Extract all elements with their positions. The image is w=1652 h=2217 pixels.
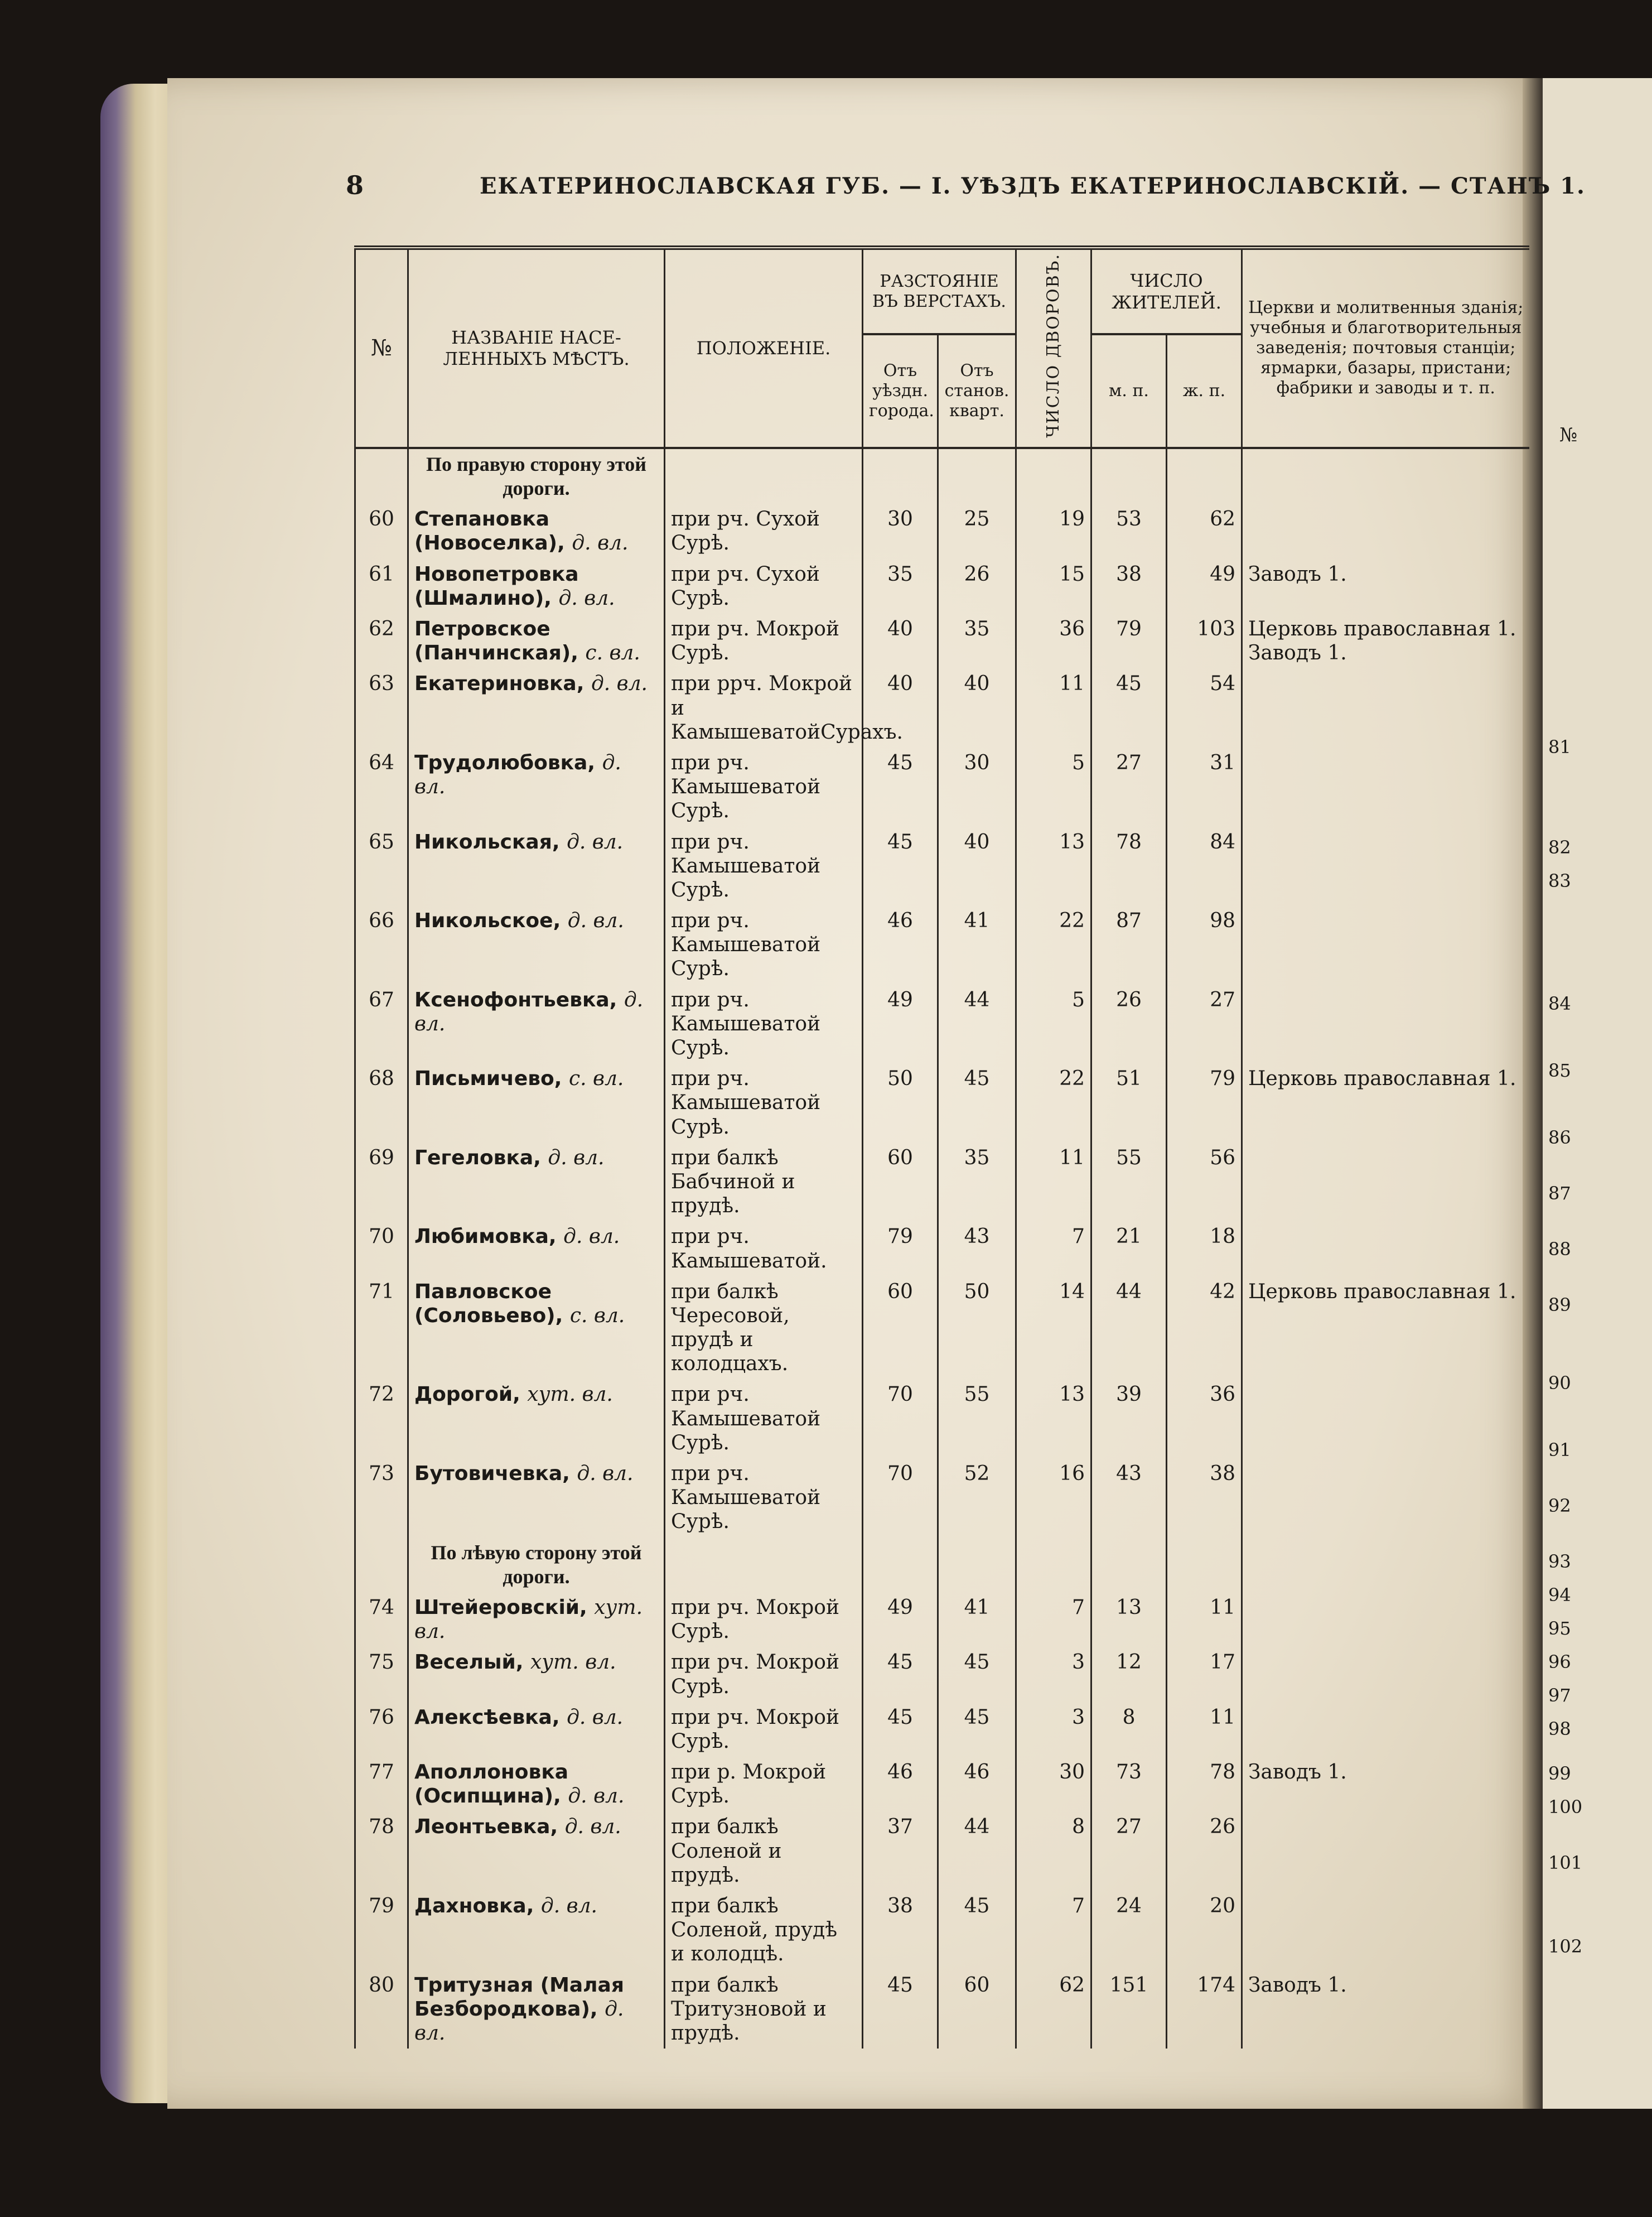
cell-note: Церковь православная 1.: [1242, 1063, 1529, 1143]
table-row: [355, 1757, 1529, 1811]
settlement-kind: д. вл.: [540, 1895, 597, 1918]
cell-dist-city: 40: [863, 668, 938, 748]
cell-male: 73: [1091, 1757, 1167, 1811]
cell-name: [408, 1647, 665, 1702]
cell-position: при рч. Мокрой Сурѣ.: [665, 614, 863, 668]
cell-position: при рч. Камышеватой Сурѣ.: [665, 905, 863, 985]
cell-dist-stan: 44: [938, 1811, 1016, 1891]
cell-dist-stan: 43: [938, 1221, 1016, 1276]
settlement-name: Петровское (Панчинская),: [414, 618, 578, 665]
cell-note: [1242, 504, 1529, 558]
cell-position: при рч. Камышеватой Сурѣ.: [665, 748, 863, 827]
cell-position: при рч. Сухой Сурѣ.: [665, 504, 863, 558]
cell-households: 7: [1016, 1221, 1091, 1276]
cell-name: [408, 559, 665, 614]
cell-households: 3: [1016, 1702, 1091, 1757]
cell-male: 45: [1091, 668, 1167, 748]
cell-num: 77: [355, 1757, 408, 1811]
cell-dist-city: 45: [863, 748, 938, 827]
next-page-row-number: 83: [1548, 870, 1571, 891]
cell-female: 27: [1167, 985, 1242, 1064]
cell-num: 61: [355, 559, 408, 614]
cell-dist-stan: 41: [938, 905, 1016, 985]
cell-name: [408, 1063, 665, 1143]
book-edge: [100, 84, 178, 2103]
settlement-name: Дахновка,: [414, 1895, 534, 1918]
cell-female: 38: [1167, 1458, 1242, 1538]
settlement-kind: д. вл.: [567, 830, 624, 854]
settlement-kind: д. вл.: [572, 532, 629, 555]
next-page-row-number: 91: [1548, 1439, 1571, 1461]
next-page-header: №: [1559, 424, 1578, 446]
cell-dist-city: 45: [863, 1702, 938, 1757]
next-page-row-number: 92: [1548, 1495, 1571, 1516]
col-distance: РАЗСТОЯНІЕ ВЪ ВЕРСТАХЪ.: [863, 248, 1016, 334]
cell-households: 13: [1016, 1379, 1091, 1458]
cell-female: 11: [1167, 1702, 1242, 1757]
cell-name: [408, 668, 665, 748]
settlement-name: Никольское,: [414, 909, 561, 933]
next-page-row-number: 97: [1548, 1685, 1571, 1706]
cell-female: 42: [1167, 1276, 1242, 1380]
col-households: [1016, 248, 1091, 448]
cell-position: при рч. Сухой Сурѣ.: [665, 559, 863, 614]
cell-households: 14: [1016, 1276, 1091, 1380]
cell-dist-stan: 26: [938, 559, 1016, 614]
col-households-label: ЧИСЛО ДВОРОВЪ.: [1044, 253, 1064, 438]
cell-position: при балкѣ Соленой, прудѣ и колодцѣ.: [665, 1891, 863, 1970]
cell-dist-stan: 45: [938, 1647, 1016, 1702]
settlement-kind: хут. вл.: [530, 1651, 616, 1674]
cell-dist-stan: 35: [938, 614, 1016, 668]
cell-female: 98: [1167, 905, 1242, 985]
cell-female: 31: [1167, 748, 1242, 827]
section-row-left: [355, 1538, 1529, 1592]
cell-dist-stan: 30: [938, 748, 1016, 827]
cell-position: при рч. Камышеватой Сурѣ.: [665, 827, 863, 906]
cell-dist-city: 79: [863, 1221, 938, 1276]
cell-female: 103: [1167, 614, 1242, 668]
settlement-kind: д. вл.: [577, 1462, 634, 1486]
cell-name: [408, 1811, 665, 1891]
cell-name: [408, 1143, 665, 1222]
cell-dist-city: 45: [863, 1970, 938, 2049]
settlement-kind: д. вл.: [563, 1225, 620, 1249]
settlement-kind: д. вл.: [591, 672, 648, 696]
cell-male: 13: [1091, 1592, 1167, 1647]
next-page-row-number: 81: [1548, 736, 1571, 758]
cell-name: [408, 985, 665, 1064]
cell-dist-city: 70: [863, 1379, 938, 1458]
cell-name: [408, 748, 665, 827]
cell-male: 53: [1091, 504, 1167, 558]
settlement-kind: с. вл.: [585, 642, 640, 665]
section-left-label: По лѣвую сторону этой дороги.: [408, 1538, 665, 1592]
cell-female: 17: [1167, 1647, 1242, 1702]
cell-note: Заводъ 1.: [1242, 1757, 1529, 1811]
cell-num: 60: [355, 504, 408, 558]
table-row: [355, 1143, 1529, 1222]
settlement-name: Штейеровскій,: [414, 1596, 587, 1619]
cell-female: 62: [1167, 504, 1242, 558]
next-page-row-number: 102: [1548, 1936, 1583, 1957]
cell-note: [1242, 1647, 1529, 1702]
cell-name: [408, 1757, 665, 1811]
cell-num: 78: [355, 1811, 408, 1891]
cell-num: 80: [355, 1970, 408, 2049]
cell-male: 39: [1091, 1379, 1167, 1458]
settlement-name: Ксенофонтьевка,: [414, 988, 617, 1011]
table-row: [355, 827, 1529, 906]
cell-note: [1242, 1702, 1529, 1757]
table-row: [355, 1063, 1529, 1143]
table-row: [355, 1811, 1529, 1891]
cell-name: [408, 1379, 665, 1458]
cell-position: при рч. Камышеватой Сурѣ.: [665, 1458, 863, 1538]
table-row: [355, 1221, 1529, 1276]
page-number: 8: [346, 170, 364, 200]
cell-female: 54: [1167, 668, 1242, 748]
cell-dist-city: 46: [863, 1757, 938, 1811]
cell-position: при рч. Камышеватой Сурѣ.: [665, 985, 863, 1064]
cell-dist-city: 40: [863, 614, 938, 668]
cell-households: 19: [1016, 504, 1091, 558]
page-header: ЕКАТЕРИНОСЛАВСКАЯ ГУБ. — I. УѢЗДЪ ЕКАТЕРИНОСЛАВСКІЙ. — СТАНЪ 1.: [480, 173, 1586, 199]
col-dist-stan: Отъ станов. кварт.: [938, 334, 1016, 447]
settlement-name: Веселый,: [414, 1651, 524, 1674]
col-dist-city: Отъ уѣздн. города.: [863, 334, 938, 447]
cell-dist-city: 45: [863, 827, 938, 906]
cell-dist-stan: 46: [938, 1757, 1016, 1811]
cell-num: 68: [355, 1063, 408, 1143]
cell-dist-city: 70: [863, 1458, 938, 1538]
cell-dist-stan: 50: [938, 1276, 1016, 1380]
cell-female: 36: [1167, 1379, 1242, 1458]
cell-name: [408, 1458, 665, 1538]
cell-dist-city: 35: [863, 559, 938, 614]
next-page-row-number: 87: [1548, 1183, 1571, 1204]
cell-position: при ррч. Мокрой и КамышеватойСурахъ.: [665, 668, 863, 748]
settlement-name: Степановка (Новоселка),: [414, 508, 565, 555]
cell-male: 51: [1091, 1063, 1167, 1143]
cell-num: 72: [355, 1379, 408, 1458]
next-page-row-number: 89: [1548, 1294, 1571, 1315]
cell-num: 62: [355, 614, 408, 668]
cell-dist-stan: 45: [938, 1702, 1016, 1757]
settlement-name: Новопетровка (Шмалино),: [414, 562, 579, 610]
cell-num: 66: [355, 905, 408, 985]
cell-male: 44: [1091, 1276, 1167, 1380]
cell-position: при рч. Камышеватой.: [665, 1221, 863, 1276]
cell-position: при рч. Камышеватой Сурѣ.: [665, 1379, 863, 1458]
cell-dist-city: 45: [863, 1647, 938, 1702]
cell-male: 87: [1091, 905, 1167, 985]
cell-dist-city: 60: [863, 1143, 938, 1222]
cell-households: 13: [1016, 827, 1091, 906]
table-row: [355, 668, 1529, 748]
cell-position: при рч. Мокрой Сурѣ.: [665, 1592, 863, 1647]
settlement-name: Тритузная (Малая Безбородкова),: [414, 1973, 624, 2021]
table-row: [355, 748, 1529, 827]
cell-male: 27: [1091, 748, 1167, 827]
col-position: ПОЛОЖЕНІЕ.: [665, 248, 863, 448]
cell-dist-stan: 44: [938, 985, 1016, 1064]
next-page-row-number: 90: [1548, 1372, 1571, 1394]
cell-num: 70: [355, 1221, 408, 1276]
cell-note: [1242, 827, 1529, 906]
cell-male: 79: [1091, 614, 1167, 668]
cell-position: при балкѣ Тритузновой и прудѣ.: [665, 1970, 863, 2049]
cell-num: 64: [355, 748, 408, 827]
cell-dist-city: 49: [863, 1592, 938, 1647]
settlement-kind: с. вл.: [569, 1304, 625, 1327]
cell-note: [1242, 748, 1529, 827]
cell-male: 78: [1091, 827, 1167, 906]
cell-note: Церковь православная 1.: [1242, 1276, 1529, 1380]
cell-dist-stan: 52: [938, 1458, 1016, 1538]
col-male: м. п.: [1091, 334, 1167, 447]
cell-male: 38: [1091, 559, 1167, 614]
cell-position: при рч. Мокрой Сурѣ.: [665, 1702, 863, 1757]
settlement-kind: д. вл.: [414, 751, 621, 799]
settlement-name: Любимовка,: [414, 1225, 557, 1249]
settlement-name: Леонтьевка,: [414, 1815, 558, 1839]
settlement-kind: хут. вл.: [414, 1596, 643, 1644]
next-page-row-number: 93: [1548, 1551, 1571, 1572]
cell-name: [408, 1276, 665, 1380]
cell-note: [1242, 1811, 1529, 1891]
cell-position: при рч. Камышеватой Сурѣ.: [665, 1063, 863, 1143]
cell-male: 12: [1091, 1647, 1167, 1702]
cell-note: Заводъ 1.: [1242, 559, 1529, 614]
col-female: ж. п.: [1167, 334, 1242, 447]
table-row: [355, 559, 1529, 614]
table-row: [355, 1891, 1529, 1970]
cell-male: 43: [1091, 1458, 1167, 1538]
cell-name: [408, 1592, 665, 1647]
cell-num: 74: [355, 1592, 408, 1647]
cell-dist-stan: 45: [938, 1891, 1016, 1970]
settlement-name: Письмичево,: [414, 1067, 562, 1091]
cell-note: [1242, 1891, 1529, 1970]
cell-female: 11: [1167, 1592, 1242, 1647]
next-page-row-number: 101: [1548, 1852, 1583, 1873]
cell-households: 11: [1016, 1143, 1091, 1222]
settlements-table: [354, 245, 1529, 2049]
cell-households: 7: [1016, 1592, 1091, 1647]
settlement-kind: д. вл.: [567, 1705, 624, 1729]
cell-households: 3: [1016, 1647, 1091, 1702]
next-page-row-number: 95: [1548, 1618, 1571, 1639]
settlement-name: Павловское (Соловьево),: [414, 1280, 563, 1327]
cell-female: 56: [1167, 1143, 1242, 1222]
cell-households: 30: [1016, 1757, 1091, 1811]
cell-dist-stan: 55: [938, 1379, 1016, 1458]
settlement-kind: д. вл.: [564, 1815, 621, 1839]
table-row: [355, 1592, 1529, 1647]
table-row: [355, 1458, 1529, 1538]
cell-num: 76: [355, 1702, 408, 1757]
next-page-row-number: 100: [1548, 1796, 1583, 1818]
table-row: [355, 614, 1529, 668]
cell-dist-city: 30: [863, 504, 938, 558]
cell-note: Заводъ 1.: [1242, 1970, 1529, 2049]
settlement-kind: с. вл.: [568, 1067, 624, 1091]
cell-note: [1242, 1221, 1529, 1276]
settlement-name: Трудолюбовка,: [414, 751, 596, 774]
cell-position: при рч. Мокрой Сурѣ.: [665, 1647, 863, 1702]
next-page-row-number: 88: [1548, 1238, 1571, 1260]
settlement-name: Аполлоновка (Осипщина),: [414, 1761, 569, 1808]
settlement-kind: д. вл.: [414, 1997, 624, 2045]
cell-households: 62: [1016, 1970, 1091, 2049]
cell-position: при балкѣ Бабчиной и прудѣ.: [665, 1143, 863, 1222]
next-page-fragment: [1543, 78, 1652, 2109]
cell-male: 8: [1091, 1702, 1167, 1757]
col-name: НАЗВАНІЕ НАСЕ-ЛЕННЫХЪ МѢСТЪ.: [408, 248, 665, 448]
cell-dist-stan: 45: [938, 1063, 1016, 1143]
cell-note: [1242, 985, 1529, 1064]
next-page-row-number: 98: [1548, 1718, 1571, 1739]
settlement-kind: д. вл.: [567, 909, 624, 933]
cell-male: 151: [1091, 1970, 1167, 2049]
settlement-kind: хут. вл.: [527, 1383, 613, 1406]
section-row-right: [355, 448, 1529, 504]
cell-dist-city: 46: [863, 905, 938, 985]
cell-female: 49: [1167, 559, 1242, 614]
cell-female: 18: [1167, 1221, 1242, 1276]
cell-households: 22: [1016, 905, 1091, 985]
cell-dist-city: 38: [863, 1891, 938, 1970]
cell-households: 36: [1016, 614, 1091, 668]
cell-note: [1242, 1379, 1529, 1458]
table-row: [355, 504, 1529, 558]
cell-households: 5: [1016, 985, 1091, 1064]
cell-female: 78: [1167, 1757, 1242, 1811]
next-page-row-number: 85: [1548, 1060, 1571, 1081]
cell-note: [1242, 1592, 1529, 1647]
settlement-name: Бутовичевка,: [414, 1462, 570, 1486]
table-row: [355, 1970, 1529, 2049]
settlement-name: Екатериновка,: [414, 672, 585, 696]
cell-position: при балкѣ Соленой и прудѣ.: [665, 1811, 863, 1891]
table-row: [355, 1276, 1529, 1380]
cell-female: 20: [1167, 1891, 1242, 1970]
settlement-name: Алексѣевка,: [414, 1705, 560, 1729]
cell-note: [1242, 1458, 1529, 1538]
cell-dist-stan: 25: [938, 504, 1016, 558]
cell-male: 27: [1091, 1811, 1167, 1891]
cell-dist-city: 37: [863, 1811, 938, 1891]
table-row: [355, 1379, 1529, 1458]
cell-num: 69: [355, 1143, 408, 1222]
cell-note: [1242, 668, 1529, 748]
cell-position: при р. Мокрой Сурѣ.: [665, 1757, 863, 1811]
col-inhabitants: ЧИСЛО ЖИТЕЛЕЙ.: [1091, 248, 1242, 334]
cell-name: [408, 1702, 665, 1757]
cell-position: при балкѣ Чересовой, прудѣ и колодцахъ.: [665, 1276, 863, 1380]
next-page-row-number: 96: [1548, 1651, 1571, 1673]
cell-name: [408, 1221, 665, 1276]
cell-male: 21: [1091, 1221, 1167, 1276]
cell-male: 24: [1091, 1891, 1167, 1970]
next-page-row-number: 99: [1548, 1763, 1571, 1784]
cell-dist-city: 50: [863, 1063, 938, 1143]
settlement-kind: д. вл.: [548, 1146, 605, 1169]
cell-dist-stan: 41: [938, 1592, 1016, 1647]
next-page-row-number: 86: [1548, 1127, 1571, 1148]
cell-households: 7: [1016, 1891, 1091, 1970]
settlement-kind: д. вл.: [568, 1785, 625, 1808]
cell-name: [408, 1891, 665, 1970]
cell-male: 26: [1091, 985, 1167, 1064]
cell-households: 11: [1016, 668, 1091, 748]
cell-name: [408, 614, 665, 668]
cell-note: [1242, 905, 1529, 985]
cell-num: 71: [355, 1276, 408, 1380]
cell-name: [408, 1970, 665, 2049]
next-page-row-number: 94: [1548, 1584, 1571, 1606]
next-page-row-number: 82: [1548, 837, 1571, 858]
cell-num: 79: [355, 1891, 408, 1970]
cell-note: [1242, 1143, 1529, 1222]
settlement-kind: д. вл.: [414, 988, 644, 1035]
cell-female: 174: [1167, 1970, 1242, 2049]
cell-households: 8: [1016, 1811, 1091, 1891]
cell-name: [408, 827, 665, 906]
cell-dist-stan: 40: [938, 668, 1016, 748]
cell-num: 67: [355, 985, 408, 1064]
cell-dist-city: 49: [863, 985, 938, 1064]
col-num: №: [355, 248, 408, 448]
cell-male: 55: [1091, 1143, 1167, 1222]
cell-num: 73: [355, 1458, 408, 1538]
cell-num: 75: [355, 1647, 408, 1702]
cell-num: 65: [355, 827, 408, 906]
cell-households: 5: [1016, 748, 1091, 827]
settlement-name: Дорогой,: [414, 1383, 520, 1406]
cell-name: [408, 905, 665, 985]
cell-female: 84: [1167, 827, 1242, 906]
cell-female: 26: [1167, 1811, 1242, 1891]
cell-households: 16: [1016, 1458, 1091, 1538]
cell-female: 79: [1167, 1063, 1242, 1143]
next-page-row-number: 84: [1548, 993, 1571, 1014]
settlement-name: Никольская,: [414, 830, 560, 854]
cell-num: 63: [355, 668, 408, 748]
cell-note: Церковь православная 1. Заводъ 1.: [1242, 614, 1529, 668]
cell-households: 22: [1016, 1063, 1091, 1143]
cell-dist-stan: 35: [938, 1143, 1016, 1222]
section-right-label: По правую сторону этой дороги.: [408, 448, 665, 504]
table-row: [355, 905, 1529, 985]
table-row: [355, 985, 1529, 1064]
table-row: [355, 1647, 1529, 1702]
settlement-kind: д. вл.: [558, 586, 615, 610]
cell-dist-stan: 60: [938, 1970, 1016, 2049]
cell-households: 15: [1016, 559, 1091, 614]
table-row: [355, 1702, 1529, 1757]
cell-name: [408, 504, 665, 558]
cell-dist-stan: 40: [938, 827, 1016, 906]
col-notes: Церкви и молитвенныя зданія; учебныя и благотворительныя заведенія; почтовыя станціи; ярмарки, базары, пристани; фабрики и заводы и т. п.: [1242, 248, 1529, 448]
cell-dist-city: 60: [863, 1276, 938, 1380]
settlement-name: Гегеловка,: [414, 1146, 541, 1169]
